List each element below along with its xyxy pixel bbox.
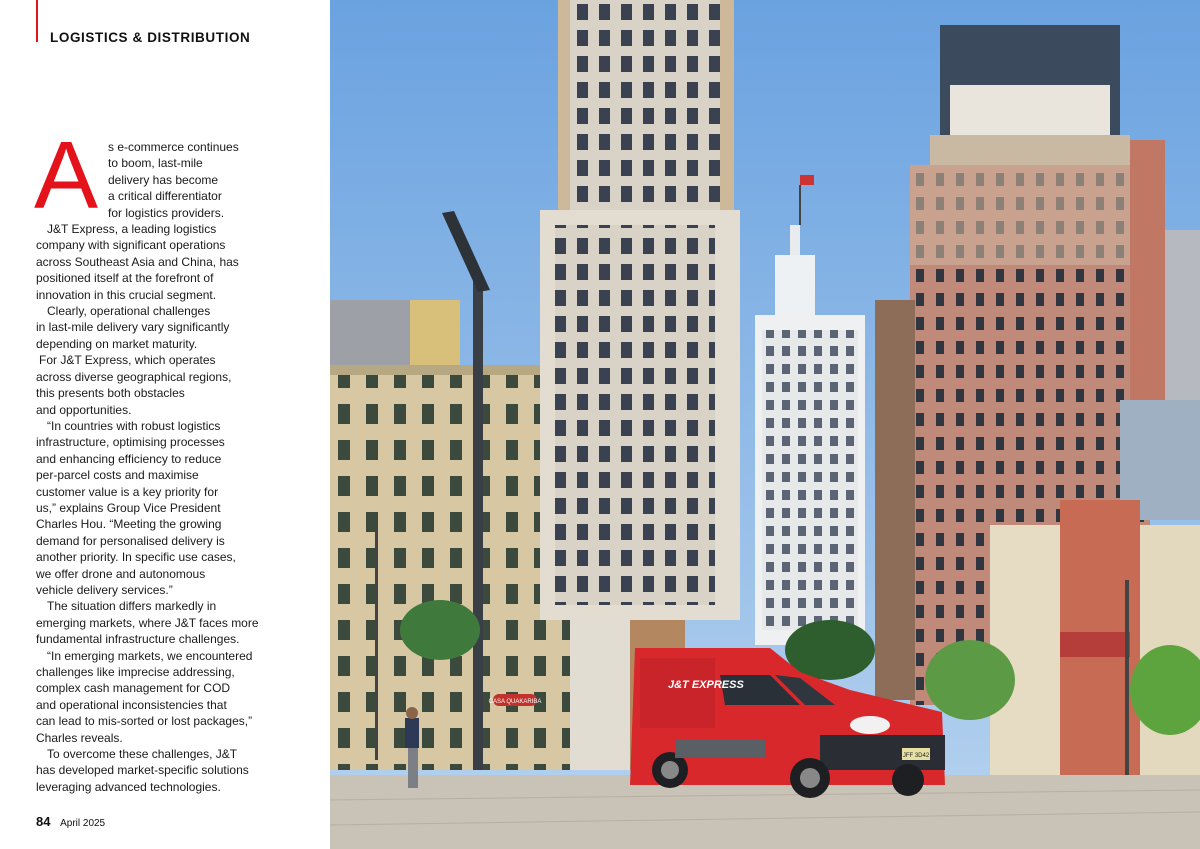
- article-line: and operational inconsistencies that: [36, 697, 227, 712]
- article-line: challenges like imprecise addressing,: [36, 665, 235, 679]
- article-line: emerging markets, where J&T faces more: [36, 615, 259, 630]
- article-line: and enhancing efficiency to reduce: [36, 451, 222, 466]
- article-line: For J&T Express, which operates: [39, 353, 216, 368]
- article-line: innovation in this crucial segment.: [36, 287, 217, 302]
- article-body: [36, 139, 276, 795]
- article-line: across diverse geographical regions,: [36, 369, 232, 384]
- article-line: “In countries with robust logistics: [47, 418, 221, 433]
- article-line: in last-mile delivery vary significantly: [36, 320, 230, 335]
- van-brand: J&T EXPRESS: [668, 679, 744, 691]
- central-tower: [540, 0, 740, 620]
- article-column: [0, 0, 330, 849]
- article-line: Clearly, operational challenges: [47, 304, 211, 319]
- article-line: vehicle delivery services.”: [36, 582, 173, 597]
- article-line: demand for personalised delivery is: [36, 533, 225, 548]
- section-rule: [36, 0, 38, 42]
- article-line: “In emerging markets, we encountered: [47, 648, 253, 663]
- issue-date: April 2025: [60, 818, 106, 829]
- article-line: infrastructure, optimising processes: [36, 435, 225, 450]
- article-line: per-parcel costs and maximise: [36, 468, 199, 483]
- license-plate: JFF 3D42: [902, 753, 930, 759]
- article-line: To overcome these challenges, J&T: [47, 747, 238, 762]
- article-line: a critical differentiator: [108, 189, 222, 204]
- article-line: complex cash management for COD: [36, 681, 231, 696]
- article-line: fundamental infrastructure challenges.: [36, 632, 240, 647]
- article-line: s e-commerce continues: [108, 140, 239, 154]
- article-line: us,” explains Group Vice President: [36, 500, 221, 515]
- page-footer: [36, 814, 105, 829]
- article-line: Charles reveals.: [36, 730, 123, 745]
- article-line: for logistics providers.: [108, 205, 225, 220]
- article-line: this presents both obstacles: [36, 386, 185, 401]
- article-line: across Southeast Asia and China, has: [36, 254, 239, 269]
- article-line: can lead to mis-sorted or lost packages,”: [36, 714, 253, 729]
- shop-sign-text: CASA QUAKARIBA: [488, 699, 542, 705]
- article-line: The situation differs markedly in: [47, 599, 217, 614]
- article-line: and opportunities.: [36, 402, 132, 417]
- page-number: 84: [36, 814, 51, 829]
- section-label: LOGISTICS & DISTRIBUTION: [50, 30, 251, 45]
- article-line: has developed market-specific solutions: [36, 763, 249, 778]
- article-line: customer value is a key priority for: [36, 484, 219, 499]
- street-photo: [330, 0, 1200, 849]
- article-line: depending on market maturity.: [36, 336, 198, 351]
- article-line: to boom, last-mile: [108, 156, 203, 171]
- article-line: we offer drone and autonomous: [36, 566, 206, 581]
- article-line: positioned itself at the forefront of: [36, 271, 214, 286]
- drop-cap: A: [34, 122, 99, 229]
- shop-sign: [489, 694, 542, 706]
- article-line: leveraging advanced technologies.: [36, 779, 221, 794]
- pavement: [330, 775, 1200, 849]
- article-line: J&T Express, a leading logistics: [47, 222, 217, 237]
- article-line: Charles Hou. “Meeting the growing: [36, 517, 222, 532]
- article-line: another priority. In specific use cases,: [36, 550, 236, 565]
- article-line: delivery has become: [108, 172, 219, 187]
- article-line: company with significant operations: [36, 238, 226, 253]
